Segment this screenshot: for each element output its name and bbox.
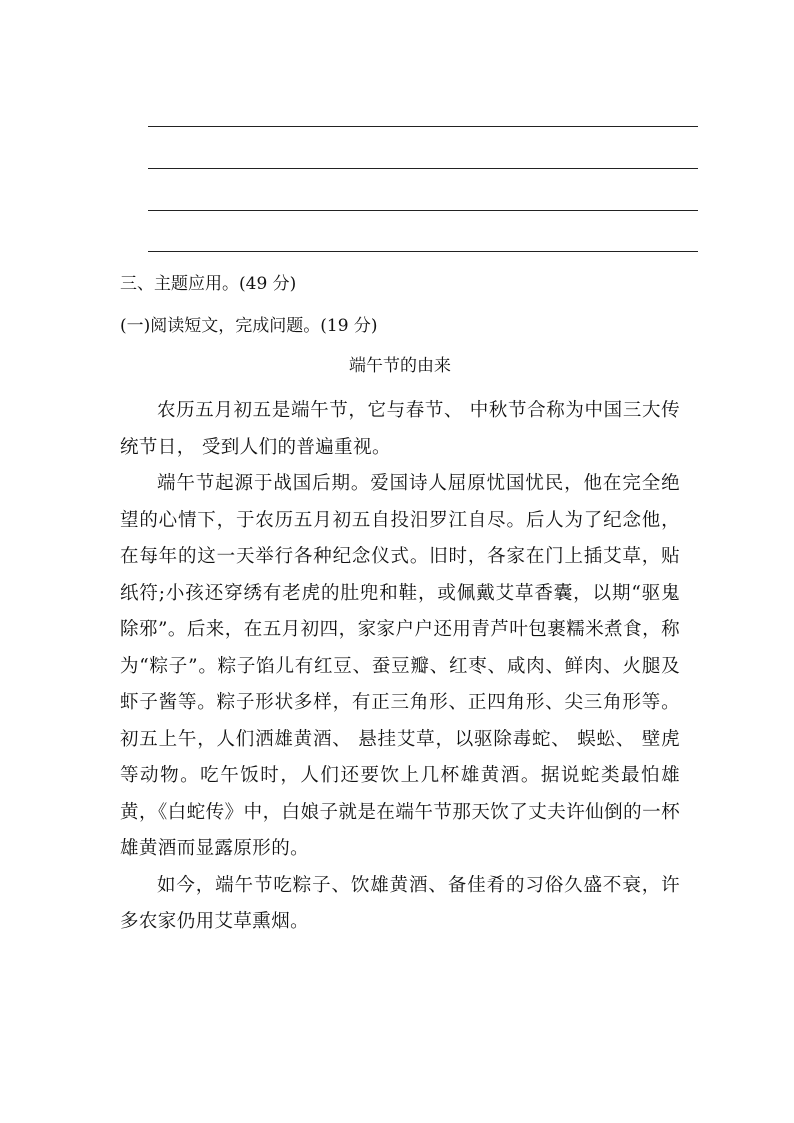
article-body [120, 393, 680, 941]
answer-line-2[interactable] [148, 168, 698, 169]
article-paragraph-1: 农历五月初五是端午节，它与春节、 中秋节合称为中国三大传统节日， 受到人们的普遍重视。 [120, 400, 680, 458]
answer-line-1[interactable] [148, 126, 698, 127]
article-paragraph-3: 如今，端午节吃粽子、饮雄黄酒、备佳肴的习俗久盛不衰，许多农家仍用艾草熏烟。 [120, 874, 680, 932]
section-3-heading: 三、主题应用。(49 分) [120, 274, 297, 294]
answer-line-3[interactable] [148, 210, 698, 211]
subsection-1-heading: (一)阅读短文，完成问题。(19 分) [120, 316, 378, 336]
article-paragraph-2: 端午节起源于战国后期。爱国诗人屈原忧国忧民，他在完全绝望的心情下，于农历五月初五自投汨罗江自尽。后人为了纪念他，在每年的这一天举行各种纪念仪式。旧时，各家在门上插艾草，贴纸符;小孩还穿绣有老虎的肚兜和鞋，或佩戴艾草香囊，以期“驱鬼除邪”。后来，在五月初四，家家户户还用青芦叶包裹糯米煮食，称为“粽子”。粽子馅儿有红豆、蚕豆瓣、红枣、咸肉、鲜肉、火腿及虾子酱等。粽子形状多样，有正三角形、正四角形、尖三角形等。初五上午，人们洒雄黄酒、 悬挂艾草，以驱除毒蛇、 蜈蚣、 壁虎等动物。吃午饭时，人们还要饮上几杯雄黄酒。据说蛇类最怕雄黄，《白蛇传》中，白娘子就是在端午节那天饮了丈夫许仙倒的一杯雄黄酒而显露原形的。 [120, 473, 680, 859]
article-title: 端午节的由来 [349, 356, 451, 376]
answer-line-4[interactable] [148, 251, 698, 252]
